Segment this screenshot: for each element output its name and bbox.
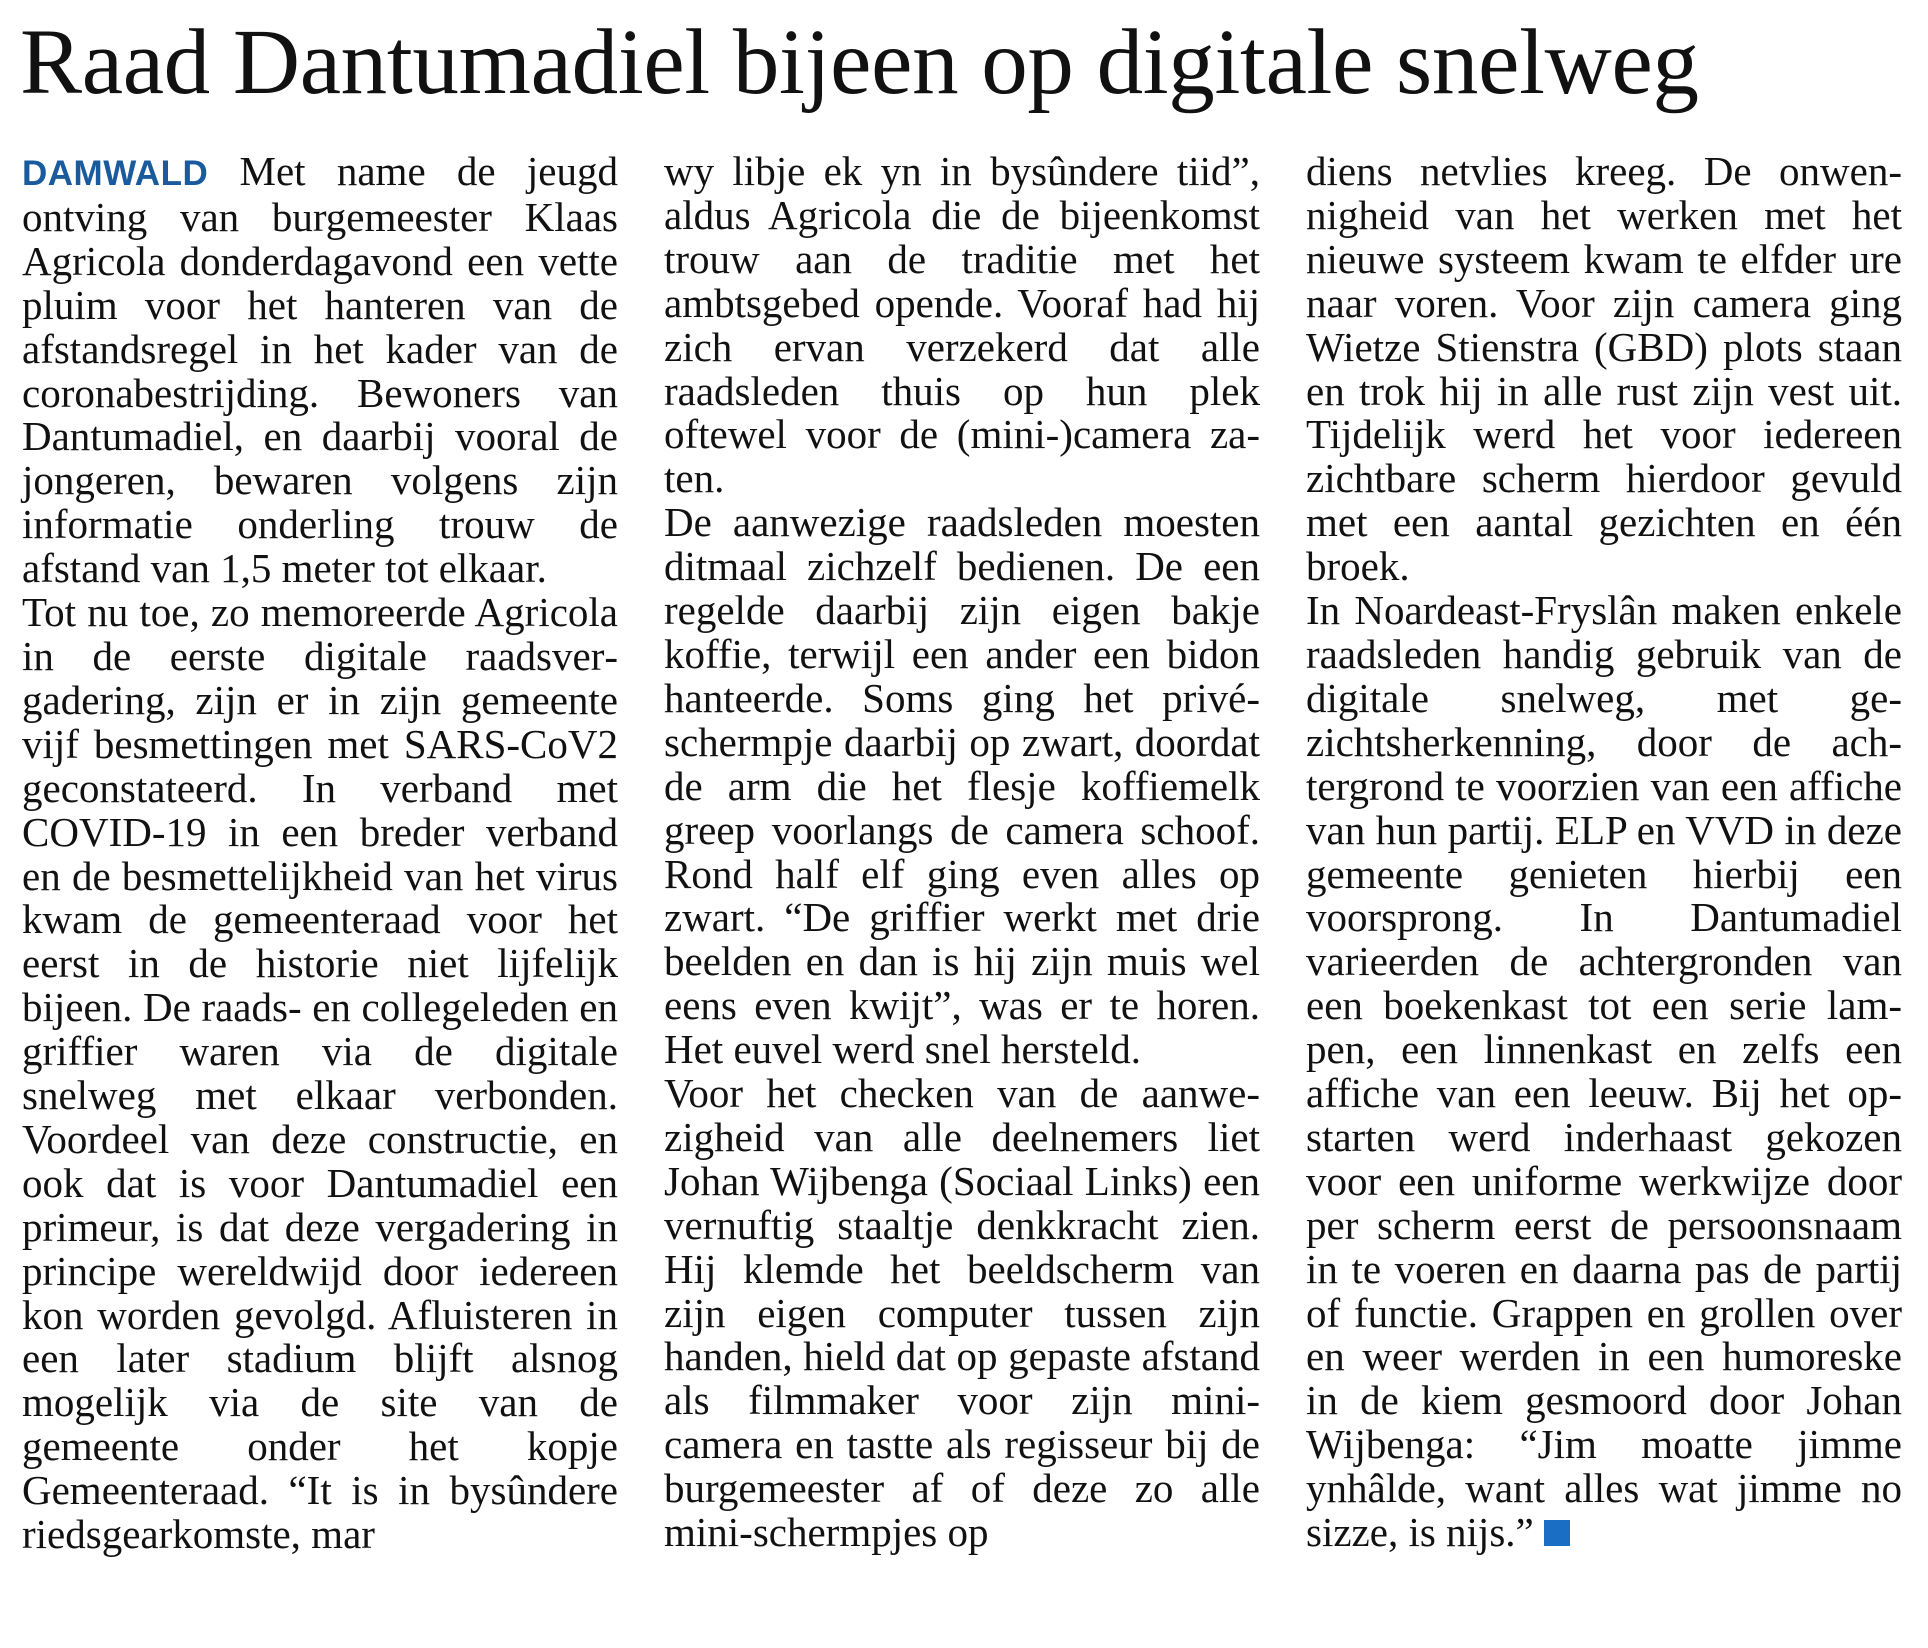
paragraph-text: In Noardeast-Fryslân maken enkele raadsleden handig gebruik van de digitale snelweg, met gezichtsherkenning, door de achtergrond te voorzien van een affiche van hun partij. ELP en VVD in deze gemeente genieten hierbij een voorsprong. In Dantumadiel varieerden de achtergronden van een boekenkast tot een serie lampen, een linnenkast en zelfs een affiche van een leeuw. Bij het opstarten werd inderhaast gekozen voor een uniforme werkwijze door per scherm eerst de persoonsnaam in te voeren en daarna pas de partij of functie. Grappen en grollen over en weer werden in een humoreske in de kiem gesmoord door Johan Wijbenga: “Jim moatte jimme ynhâlde, want alles wat jimme no sizze, is nijs.” — [1306, 587, 1902, 1556]
article-paragraph: wy libje ek yn in bysûndere tiid”, aldus Agricola die de bijeenkomst trouw aan de traditie met het ambtsgebed opende. Vooraf had hij zich ervan verzekerd dat alle raadsleden thuis op hun plek oftewel voor de (mini-)camera zaten. — [664, 148, 1260, 502]
end-of-article-square-icon — [1544, 1520, 1570, 1546]
article-paragraph — [22, 150, 618, 591]
article-column-2 — [664, 150, 1260, 1555]
article-column-3 — [1306, 150, 1902, 1555]
article-paragraph: Voor het checken van de aanwezigheid van alle deelnemers liet Johan Wijbenga (Sociaal Links) een vernuftig staaltje denkkracht zien. Hij klemde het beeldscherm van zijn eigen computer tussen zijn handen, hield dat op gepaste afstand als filmmaker voor zijn mini-camera en tastte als regisseur bij de burgemeester af of deze zo alle mini-schermpjes op — [664, 1070, 1260, 1556]
article-paragraph — [1306, 589, 1902, 1555]
article-paragraph: Tot nu toe, zo memoreerde Agricola in de eerste digitale raadsvergadering, zijn er in zijn gemeente vijf besmettingen met SARS-CoV2 geconstateerd. In verband met COVID-19 in een breder verband en de besmettelijkheid van het virus kwam de gemeenteraad voor het eerst in de historie niet lijfelijk bijeen. De raads- en collegeleden en griffier waren via de digitale snelweg met elkaar verbonden. Voordeel van deze constructie, en ook dat is voor Dantumadiel een primeur, is dat deze vergadering in principe wereldwijd door iedereen kon worden gevolgd. Afluisteren in een later stadium blijft alsnog mogelijk via de site van de gemeente onder het kopje Gemeenteraad. “It is in bysûndere riedsgearkomste, mar — [22, 589, 618, 1558]
paragraph-text: Met name de jeugd ontving van burgemeester Klaas Agricola donderdagavond een vette pluim voor het hanteren van de afstandsregel in het kader van de coronabestrijding. Bewoners van Dantumadiel, en daarbij vooral de jongeren, bewaren volgens zijn informatie onderling trouw de afstand van 1,5 meter tot elkaar. — [22, 148, 618, 592]
article-headline: Raad Dantumadiel bijeen op digitale snelweg — [20, 11, 1699, 114]
dateline: DAMWALD — [22, 154, 209, 193]
article-paragraph: De aanwezige raadsleden moesten ditmaal zichzelf bedienen. De een regelde daarbij zijn eigen bakje koffie, terwijl een ander een bidon hanteerde. Soms ging het privé-schermpje daarbij op zwart, doordat de arm die het flesje koffiemelk greep voorlangs de camera schoof. Rond half elf ging even alles op zwart. “De griffier werkt met drie beelden en dan is hij zijn muis wel eens even kwijt”, was er te horen. Het euvel werd snel hersteld. — [664, 499, 1260, 1073]
article-column-1 — [22, 150, 618, 1557]
article-paragraph: diens netvlies kreeg. De onwennigheid van het werken met het nieuwe systeem kwam te elfder ure naar voren. Voor zijn camera ging Wietze Stienstra (GBD) plots staan en trok hij in alle rust zijn vest uit. Tijdelijk werd het voor iedereen zichtbare scherm hierdoor gevuld met een aantal gezichten en één broek. — [1306, 148, 1902, 590]
